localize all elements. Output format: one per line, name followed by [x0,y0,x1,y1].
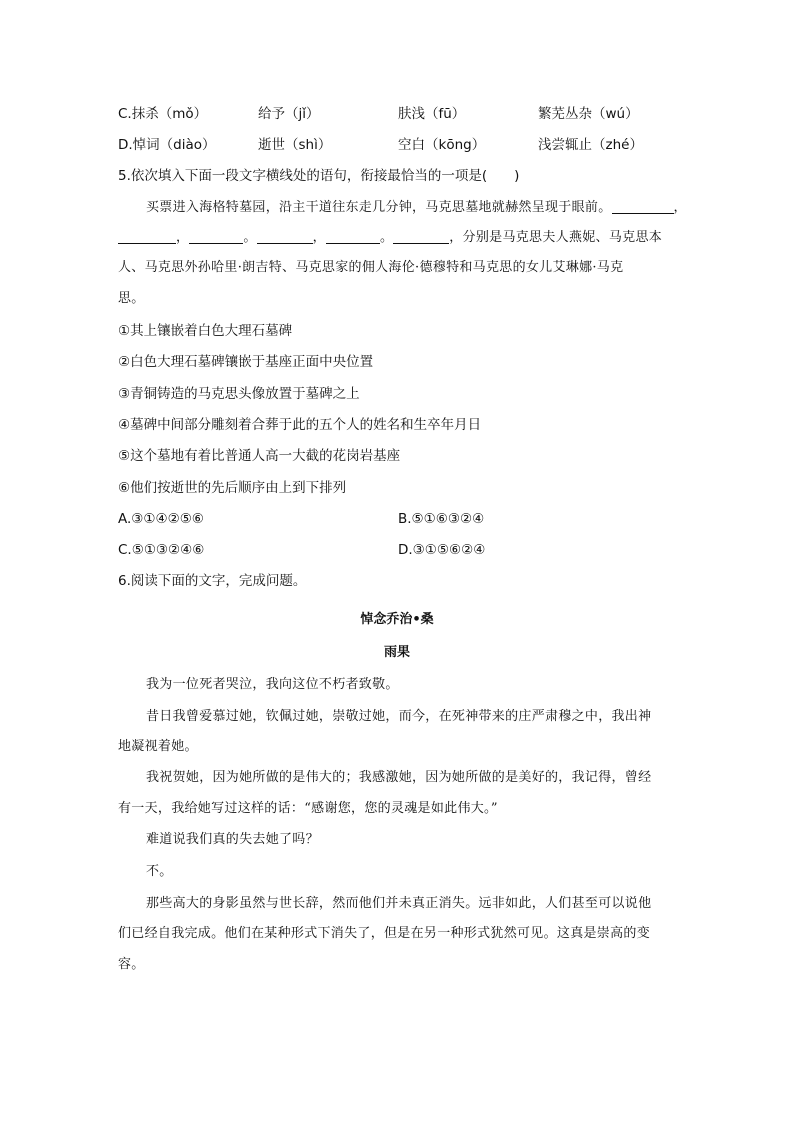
q6-paragraph-1: 我为一位死者哭泣，我向这位不朽者致敬。 [146,677,399,692]
q4-d-item-4: 浅尝辄止（zhé） [538,137,643,153]
q5-passage-line-2 [118,228,688,248]
q6-paragraph-3-line-2: 有一天，我给她写过这样的话：“感谢您，您的灵魂是如此伟大。” [118,801,498,816]
q6-paragraph-6-line-3: 容。 [118,957,145,972]
q5-passage-line-4: 思。 [118,291,145,306]
q4-option-d-row [118,135,688,155]
q6-passage-author: 雨果 [383,645,410,660]
sep: ， [673,200,687,215]
q6-paragraph-6-line-1: 那些高大的身影虽然与世长辞，然而他们并未真正消失。远非如此，人们甚至可以说他 [146,896,652,911]
q5-choice-c: C.⑤①③②④⑥ [118,542,205,558]
blank-4 [257,229,313,244]
q6-paragraph-3-line-1: 我祝贺她，因为她所做的是伟大的；我感激她，因为她所做的是美好的，我记得，曾经 [146,770,652,785]
q6-paragraph-4: 难道说我们真的失去她了吗？ [146,832,319,847]
q5-item-5: ⑤这个墓地有着比普通人高一大截的花岗岩基座 [118,448,401,464]
q5-choices-row-1 [118,509,688,529]
sep: ， [176,230,190,245]
q4-d-item-1: D.悼词（diào） [118,137,216,153]
blank-3 [189,229,243,244]
q4-d-item-2: 逝世（shì） [258,137,332,153]
q6-paragraph-6-line-2: 们已经自我完成。他们在某种形式下消失了，但是在另一种形式犹然可见。这真是崇高的变 [118,926,651,941]
blank-2 [118,229,176,244]
q5-passage-line-3: 人、马克思外孙哈里·朗吉特、马克思家的佣人海伦·德穆特和马克思的女儿艾琳娜·马克 [118,260,624,275]
q5-passage-tail: ，分别是马克思夫人燕妮、马克思本 [449,230,663,245]
q6-paragraph-2-line-1: 昔日我曾爱慕过她，钦佩过她，崇敬过她，而今，在死神带来的庄严肃穆之中，我出神 [146,709,652,724]
sep: ， [312,230,326,245]
q5-passage-lead: 买票进入海格特墓园，沿主干道往东走几分钟，马克思墓地就赫然呈现于眼前。 [146,200,612,215]
q5-choice-a: A.③①④②⑤⑥ [118,511,204,527]
q5-passage-line-1 [146,198,690,218]
sep: 。 [243,230,257,245]
q4-c-item-1: C.抹杀（mǒ） [118,106,208,122]
sep: 。 [379,230,394,245]
q6-paragraph-5: 不。 [146,864,173,879]
q5-item-1: ①其上镶嵌着白色大理石墓碑 [118,323,293,339]
blank-5 [326,229,380,244]
q5-stem: 5.依次填入下面一段文字横线处的语句，衔接最恰当的一项是( ) [118,168,520,184]
q4-c-item-2: 给予（jǐ） [258,106,320,122]
q5-item-4: ④墓碑中间部分雕刻着合葬于此的五个人的姓名和生卒年月日 [118,417,482,433]
q5-item-2: ②白色大理石墓碑镶嵌于基座正面中央位置 [118,354,374,370]
blank-1 [612,199,674,214]
blank-6 [393,229,449,244]
q6-passage-title: 悼念乔治•桑 [360,612,434,627]
q4-c-item-3: 肤浅（fū） [398,106,466,122]
q4-c-item-4: 繁芜丛杂（wú） [538,106,639,122]
q5-choice-d: D.③①⑤⑥②④ [398,542,486,558]
q5-item-6: ⑥他们按逝世的先后顺序由上到下排列 [118,480,347,496]
q6-paragraph-2-line-2: 地凝视着她。 [118,739,198,754]
q6-stem: 6.阅读下面的文字，完成问题。 [118,573,307,589]
q4-d-item-3: 空白（kōng） [398,137,486,153]
q5-choices-row-2 [118,540,688,560]
q5-choice-b: B.⑤①⑥③②④ [398,511,485,527]
q4-option-c-row [118,104,688,124]
q5-item-3: ③青铜铸造的马克思头像放置于墓碑之上 [118,386,360,402]
